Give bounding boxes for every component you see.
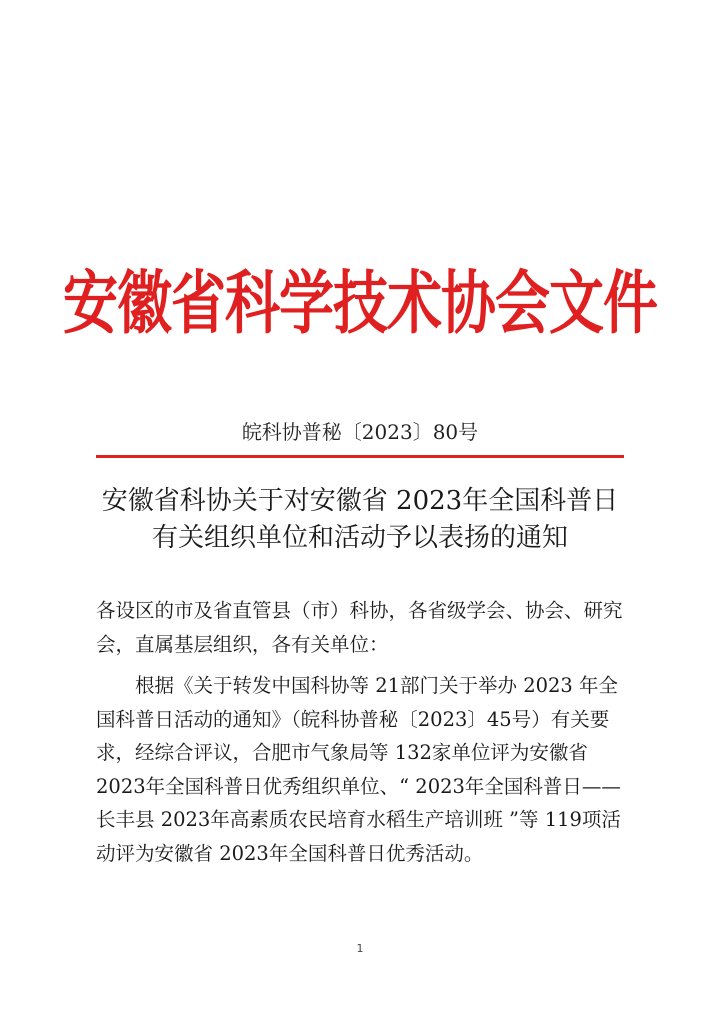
body-paragraph: 根据《关于转发中国科协等 21部门关于举办 2023 年全国科普日活动的通知》（皖科协普秘〔2023〕45号）有关要求，经综合评议，合肥市气象局等 132家单位评为安徽省 2023年全国科普日优秀组织单位、“ 2023年全国科普日——长丰县 2023年高素质农民培育水稻生产培训班 ”等 119项活动评为安徽省 2023年全国科普日优秀活动。 [96,674,621,865]
notice-title-line-1: 安徽省科协关于对安徽省 2023年全国科普日 [101,486,619,516]
document-number: 皖科协普秘〔2023〕80号 [241,420,479,444]
red-divider-line [96,455,624,458]
notice-title [60,483,660,557]
addressee: 各设区的市及省直管县（市）科协，各省级学会、协会、研究会，直属基层组织，各有关单位： [96,599,623,656]
page-number: 1 [356,942,364,955]
issuer-title: 安徽省科学技术协会文件 [62,263,657,343]
notice-body [96,594,628,870]
notice-title-line-2: 有关组织单位和活动予以表扬的通知 [151,523,568,553]
